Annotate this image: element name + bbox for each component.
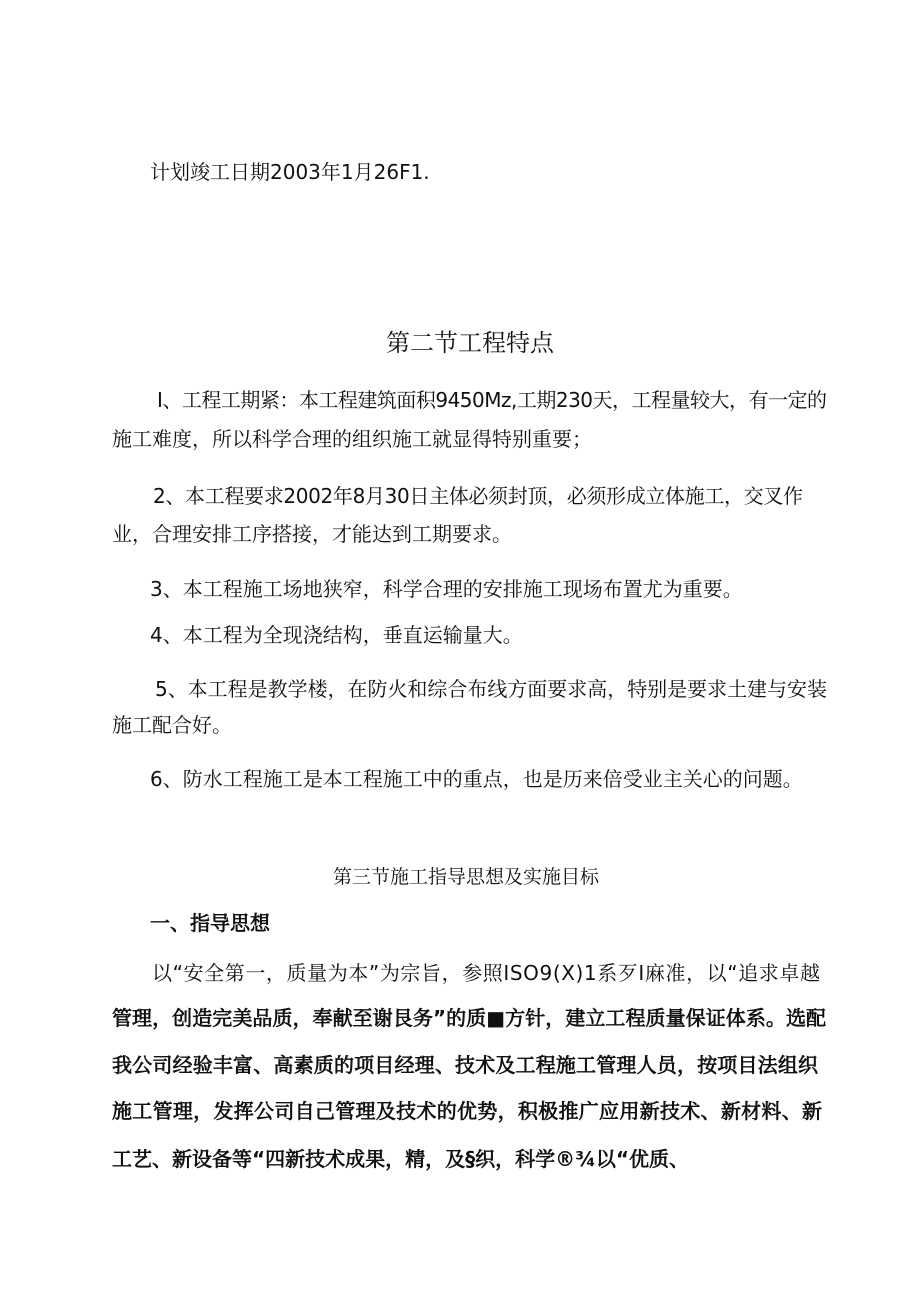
item-6: 6、防水工程施工是本工程施工中的重点，也是历来倍受业主关心的问题。 [150, 767, 803, 791]
item-2-line-1: 2、本工程要求2002年8月30日主体必须封顶，必须形成立体施工，交叉作 [153, 484, 803, 508]
paragraph-line-5: 工艺、新设备等“四新技术成果，精，及§织，科学®¾以“优质、 [112, 1147, 689, 1171]
paragraph-line-1: 以“安全第一，质量为本”为宗旨，参照ISO9(X)1系歹I麻准，以“追求卓越 [152, 961, 821, 985]
guiding-ideology-heading: 一、指导思想 [150, 911, 270, 935]
item-4: 4、本工程为全现浇结构，垂直运输量大。 [150, 623, 523, 647]
item-2-line-2: 业，合理安排工序搭接，才能达到工期要求。 [112, 522, 512, 546]
item-5-line-1: 5、本工程是教学楼，在防火和综合布线方面要求高，特别是要求土建与安装 [155, 677, 827, 701]
section-2-title: 第二节工程特点 [386, 329, 554, 357]
item-5-line-2: 施工配合好。 [112, 713, 232, 737]
completion-date-line: 计划竣工日期2003年1月26F1. [150, 160, 430, 184]
section-3-title: 第三节施工指导思想及实施目标 [333, 866, 600, 888]
item-1-line-2: 施工难度，所以科学合理的组织施工就显得特别重要； [112, 427, 592, 451]
item-3: 3、本工程施工场地狭窄，科学合理的安排施工现场布置尤为重要。 [150, 577, 743, 601]
paragraph-line-2: 管理，创造完美品质，奉献至谢艮务”的质■方针，建立工程质量保证体系。选配 [112, 1006, 827, 1030]
paragraph-line-3: 我公司经验丰富、高素质的项目经理、技术及工程施工管理人员，按项目法组织 [112, 1053, 819, 1077]
item-1-line-1: I、工程工期紧：本工程建筑面积9450Mz,工期230天，工程量较大，有一定的 [157, 388, 827, 412]
paragraph-line-4: 施工管理，发挥公司自己管理及技术的优势，积极推广应用新技术、新材料、新 [112, 1099, 823, 1123]
